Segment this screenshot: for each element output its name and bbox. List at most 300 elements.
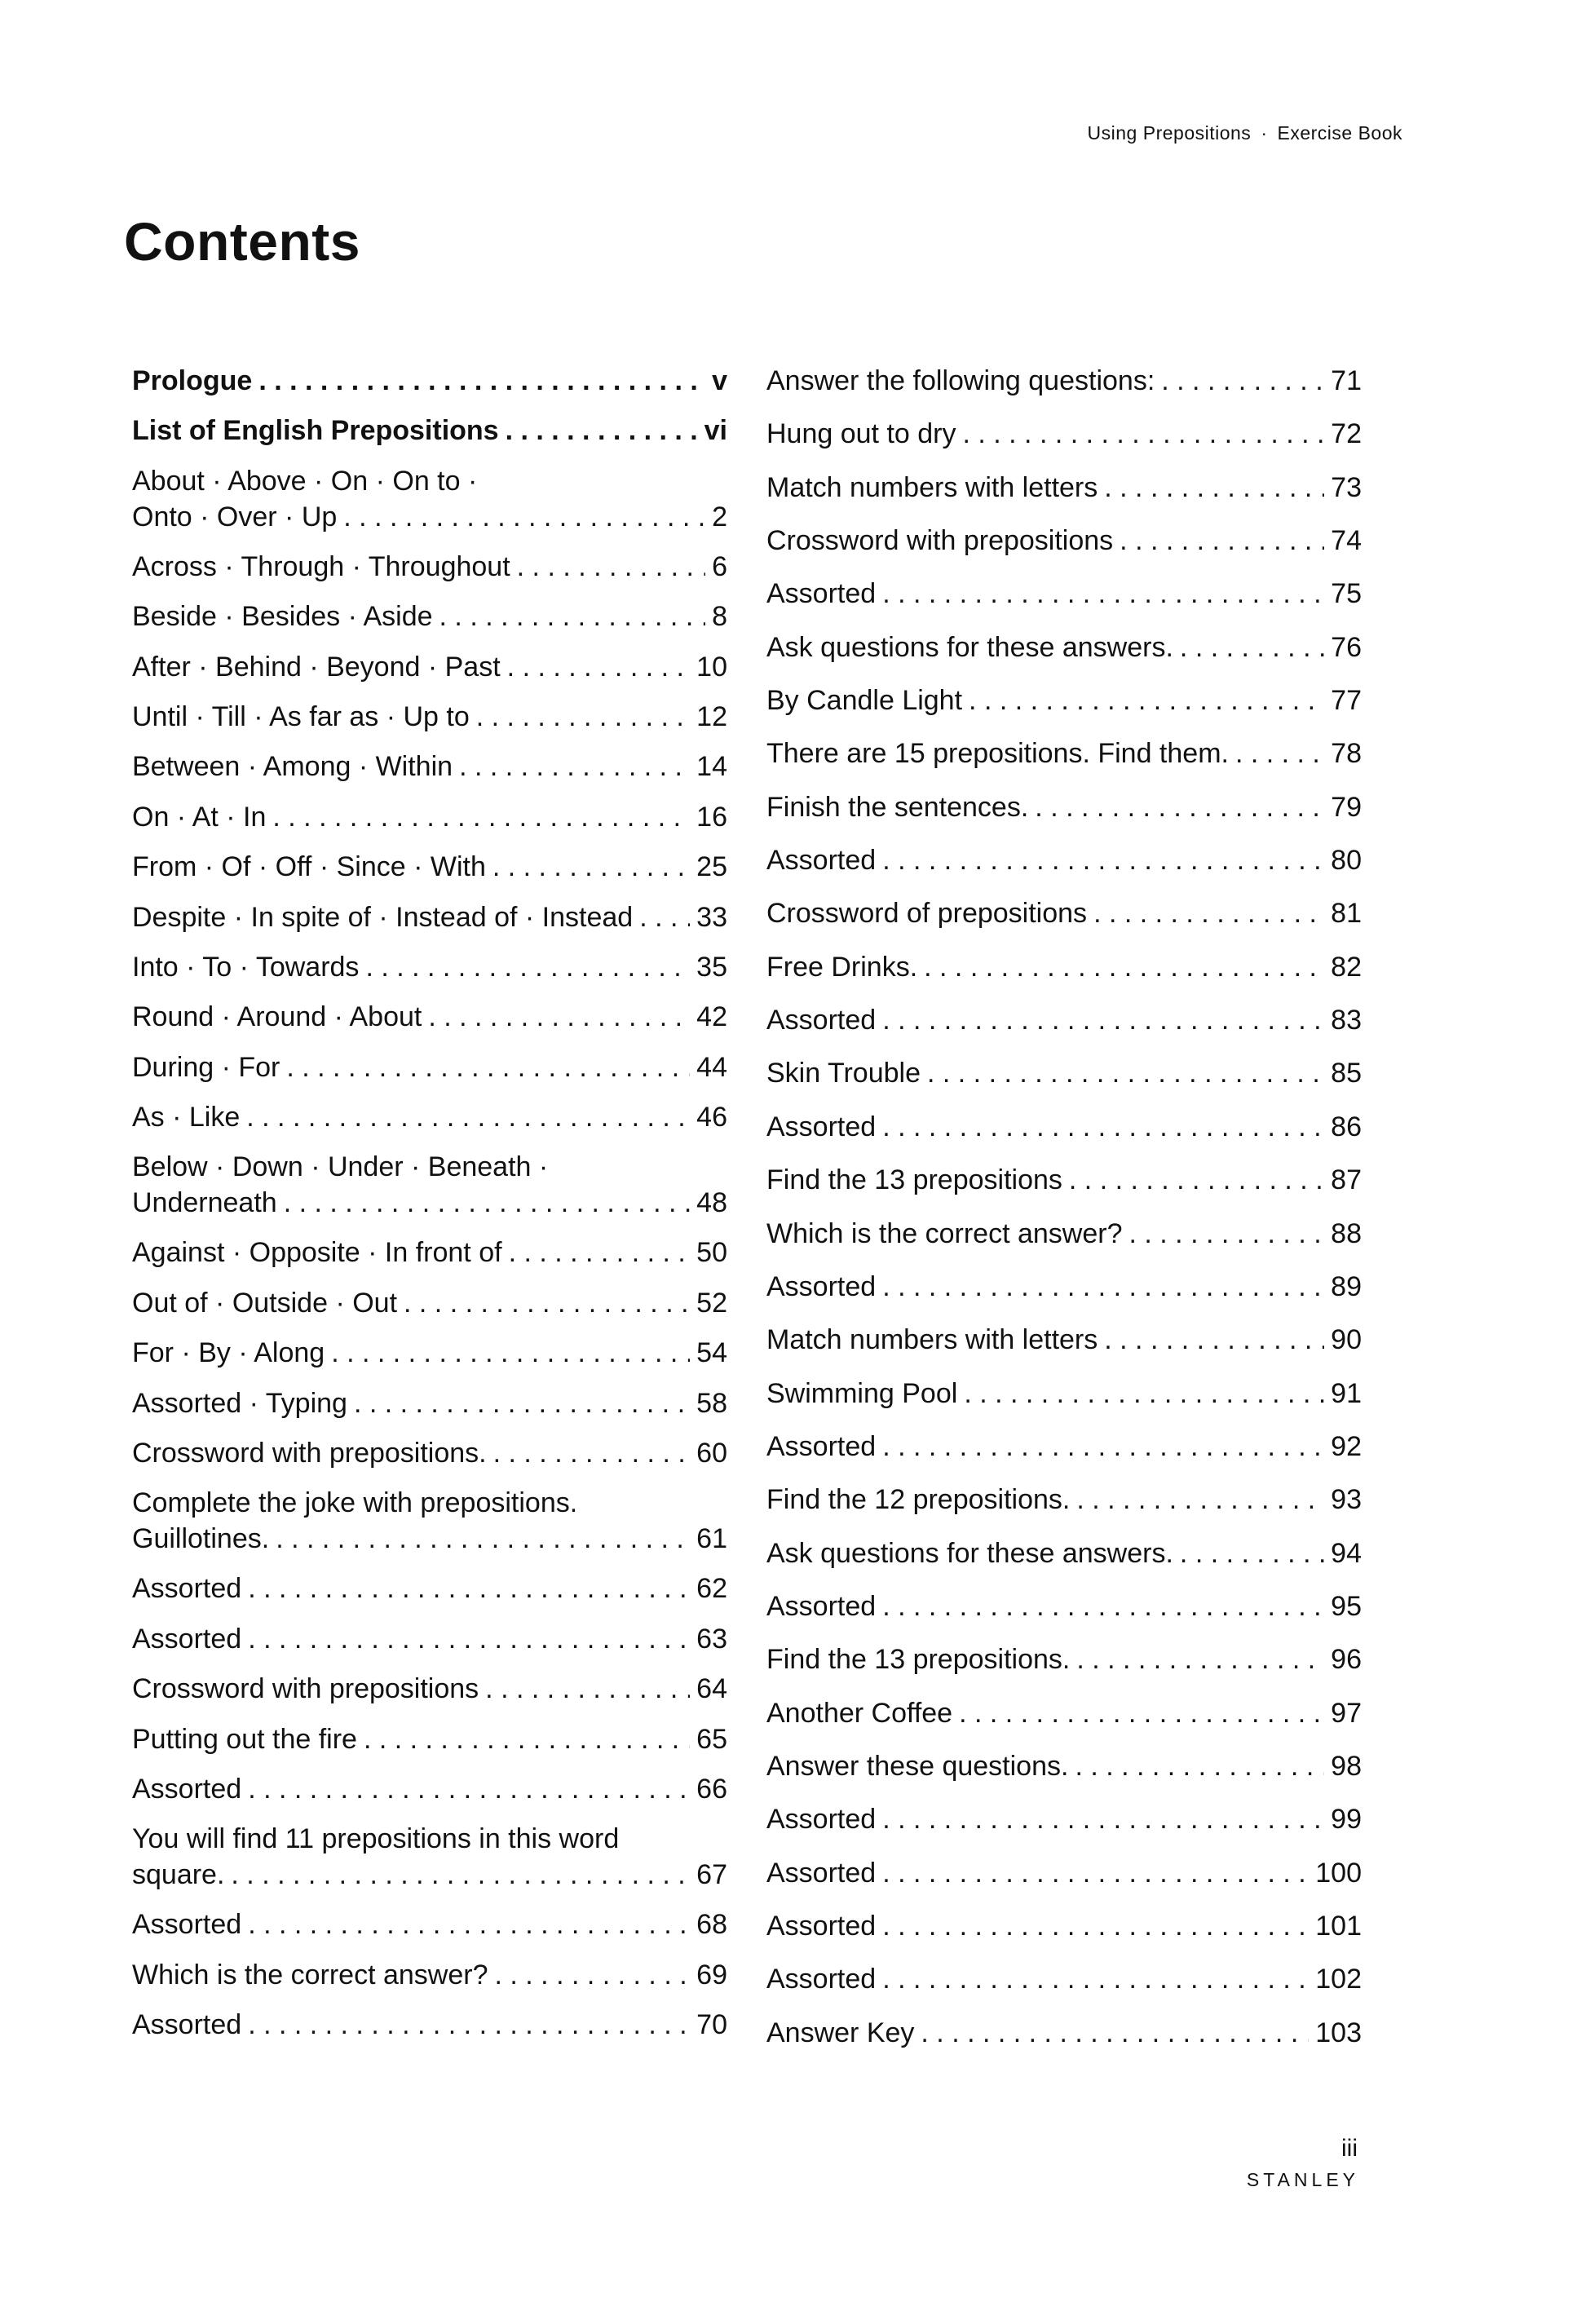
toc-entry-line [766, 1908, 1362, 1944]
toc-entry-line [766, 523, 1362, 559]
toc-entry-line [766, 1216, 1362, 1252]
toc-entry [132, 1771, 727, 1821]
toc-entry-page: 35 [696, 951, 727, 983]
toc-entry-title: Assorted [766, 1005, 877, 1036]
toc-entry-page: 65 [696, 1723, 727, 1755]
toc-entry [766, 1748, 1362, 1801]
publisher-name: STANLEY [1246, 2169, 1359, 2190]
toc-entry-page: 97 [1331, 1697, 1362, 1729]
toc-entry [766, 1908, 1362, 1961]
dot-leader [1076, 1641, 1324, 1677]
toc-entry-title: Finish the sentences. [766, 791, 1029, 823]
dot-leader [248, 2007, 690, 2043]
toc-entry-line [132, 1049, 727, 1085]
toc-right-column [766, 363, 1362, 2068]
toc-entry [132, 849, 727, 899]
dot-leader [882, 1961, 1309, 1997]
toc-entry-line [766, 363, 1362, 399]
toc-entry [132, 1099, 727, 1149]
toc-entry-page: 70 [696, 2009, 727, 2041]
toc-entry [766, 1801, 1362, 1854]
toc-entry-page: 16 [696, 801, 727, 833]
toc-entry-title: Assorted [766, 1270, 877, 1302]
toc-entry-title: Assorted [766, 1964, 877, 1995]
dot-leader [248, 1621, 690, 1657]
toc-entry-line [766, 895, 1362, 931]
toc-entry-title: Find the 12 prepositions. [766, 1484, 1071, 1516]
toc-entry-title: Out of · Outside · Out [132, 1287, 398, 1319]
toc-entry [132, 749, 727, 798]
dot-leader [882, 1429, 1324, 1465]
dot-leader [258, 363, 705, 399]
toc-entry-page: 72 [1331, 418, 1362, 450]
toc-entry-title: After · Behind · Beyond · Past [132, 651, 501, 683]
toc-entry-page: 2 [712, 501, 727, 532]
toc-entry-line [766, 1748, 1362, 1784]
toc-entry-line [132, 1435, 727, 1471]
toc-entry-title: Assorted [766, 845, 877, 877]
toc-entry-line [766, 842, 1362, 878]
toc-entry [766, 470, 1362, 523]
toc-entry-page: 42 [696, 1001, 727, 1033]
toc-entry [766, 1002, 1362, 1055]
header-book-title: Using Prepositions [1087, 122, 1252, 144]
toc-entry-title: Assorted [132, 1909, 242, 1941]
dot-leader [927, 1055, 1324, 1091]
toc-entry-page: 67 [696, 1859, 727, 1891]
toc-entry-title: Hung out to dry [766, 418, 956, 450]
toc-entry-line [132, 1906, 727, 1942]
toc-entry-line [766, 1376, 1362, 1412]
toc-entry-page: 54 [696, 1337, 727, 1369]
toc-entry [132, 1049, 727, 1099]
dot-leader [492, 849, 690, 885]
toc-left-column [132, 363, 727, 2057]
toc-entry-title: Beside · Besides · Aside [132, 601, 433, 633]
dot-leader [286, 1049, 690, 1085]
toc-entry-line [766, 789, 1362, 825]
dot-leader [924, 949, 1324, 985]
toc-entry-title: Onto · Over · Up [132, 501, 338, 532]
toc-entry [132, 1485, 727, 1571]
toc-entry-line [766, 1429, 1362, 1465]
toc-entry-page: 92 [1331, 1430, 1362, 1462]
dot-leader [476, 699, 690, 735]
dot-leader [1075, 1748, 1324, 1784]
toc-entry-page: vi [704, 415, 727, 447]
dot-leader [506, 413, 698, 448]
dot-leader [459, 749, 690, 784]
toc-entry [766, 2015, 1362, 2068]
toc-entry-title: On · At · In [132, 801, 267, 833]
toc-entry-page: 83 [1331, 1005, 1362, 1036]
dot-leader [354, 1385, 690, 1421]
toc-entry-title: Answer these questions. [766, 1750, 1069, 1782]
toc-entry-line [766, 630, 1362, 665]
toc-entry-page: 52 [696, 1287, 727, 1319]
toc-entry-line [766, 949, 1362, 985]
toc-entry-line [132, 799, 727, 835]
toc-entry-page: 78 [1331, 738, 1362, 770]
dot-leader [882, 1908, 1309, 1944]
toc-entry [132, 363, 727, 413]
toc-entry-title: Assorted [766, 1111, 877, 1142]
toc-entry [766, 1216, 1362, 1269]
toc-entry-title: Crossword with prepositions. [132, 1438, 487, 1469]
toc-entry-title: Assorted [766, 578, 877, 610]
dot-leader [493, 1435, 691, 1471]
dot-leader [882, 1801, 1324, 1837]
toc-entry-title: As · Like [132, 1102, 241, 1133]
toc-entry-page: 77 [1331, 685, 1362, 717]
dot-leader [365, 949, 690, 985]
toc-entry-page: 76 [1331, 631, 1362, 663]
toc-entry [132, 1721, 727, 1771]
dot-leader [962, 416, 1324, 452]
dot-leader [439, 599, 706, 634]
toc-entry [132, 1149, 727, 1235]
toc-entry [766, 1855, 1362, 1908]
toc-entry-line [766, 576, 1362, 612]
dot-leader [882, 1002, 1324, 1038]
toc-entry-page: 44 [696, 1051, 727, 1083]
toc-entry-title: Find the 13 prepositions. [766, 1644, 1071, 1676]
toc-entry-page: 94 [1331, 1537, 1362, 1569]
toc-entry-page: 98 [1331, 1750, 1362, 1782]
toc-entry-title: Free Drinks. [766, 951, 918, 983]
toc-entry-page: 66 [696, 1773, 727, 1805]
toc-entry-page: 95 [1331, 1590, 1362, 1622]
toc-entry-line [132, 999, 727, 1035]
dot-leader [969, 683, 1324, 718]
dot-leader [882, 1269, 1324, 1305]
toc-entry-line [766, 1109, 1362, 1145]
toc-entry [766, 1376, 1362, 1429]
toc-entry-title: Underneath [132, 1187, 277, 1219]
toc-entry [766, 1535, 1362, 1588]
toc-entry-page: 82 [1331, 951, 1362, 983]
toc-entry-page: 33 [696, 901, 727, 933]
toc-entry-title: Across · Through · Throughout [132, 550, 510, 582]
toc-entry [766, 1055, 1362, 1108]
toc-entry-line [766, 1002, 1362, 1038]
toc-entry-title: Assorted [766, 1430, 877, 1462]
toc-entry [132, 949, 727, 999]
toc-entry-title: Assorted [766, 1910, 877, 1942]
toc-entry [766, 1641, 1362, 1694]
running-header [1088, 122, 1402, 144]
dot-leader [639, 899, 690, 935]
toc-entry-line [132, 849, 727, 885]
toc-entry-page: 80 [1331, 845, 1362, 877]
dot-leader [276, 1521, 690, 1557]
toc-entry-page: 73 [1331, 471, 1362, 503]
page-number: iii [1341, 2135, 1358, 2162]
toc-entry-line [132, 363, 727, 399]
toc-entry-line [132, 1771, 727, 1807]
toc-entry [766, 576, 1362, 629]
toc-entry-title-line: You will find 11 prepositions in this word [132, 1823, 620, 1855]
toc-entry [132, 899, 727, 949]
toc-entry [766, 1429, 1362, 1482]
toc-entry-line [132, 1571, 727, 1606]
toc-entry [132, 1435, 727, 1485]
toc-entry-line [132, 499, 727, 535]
toc-entry-page: 87 [1331, 1164, 1362, 1196]
dot-leader [485, 1671, 690, 1707]
toc-entry-page: 102 [1315, 1964, 1362, 1995]
dot-leader [517, 549, 705, 585]
toc-entry-line [766, 1322, 1362, 1358]
toc-entry-line [766, 1535, 1362, 1571]
toc-entry-line [132, 1957, 727, 1993]
toc-entry-page: 6 [712, 550, 727, 582]
dot-leader [1104, 470, 1324, 506]
toc-entry-line [132, 649, 727, 685]
dot-leader [882, 576, 1324, 612]
toc-entry [766, 1162, 1362, 1215]
toc-entry [132, 1957, 727, 2007]
toc-entry-line [132, 1385, 727, 1421]
toc-entry-page: 74 [1331, 525, 1362, 557]
toc-entry-page: 85 [1331, 1058, 1362, 1089]
toc-entry [132, 2007, 727, 2057]
toc-entry [766, 683, 1362, 736]
toc-entry-title-line: About · Above · On · On to · [132, 465, 478, 497]
toc-entry [132, 1235, 727, 1284]
dot-leader [959, 1695, 1324, 1731]
toc-entry-line [766, 470, 1362, 506]
toc-entry-title: Between · Among · Within [132, 751, 453, 783]
dot-leader [1035, 789, 1324, 825]
toc-entry [766, 895, 1362, 948]
toc-entry-line [132, 1621, 727, 1657]
dot-leader [509, 1235, 691, 1270]
dot-leader [404, 1285, 690, 1321]
dot-leader [1180, 630, 1324, 665]
toc-entry [132, 549, 727, 599]
toc-entry-title: Assorted [766, 1590, 877, 1622]
toc-entry-line [132, 1285, 727, 1321]
dot-leader [1161, 363, 1324, 399]
page-title: Contents [124, 211, 360, 272]
dot-leader [882, 1109, 1324, 1145]
toc-entry-title: Assorted [766, 1857, 877, 1889]
toc-entry-title-line: Complete the joke with prepositions. [132, 1487, 578, 1519]
toc-entry-line [766, 1961, 1362, 1997]
toc-entry-title: Crossword with prepositions [132, 1673, 479, 1705]
toc-entry-title: Assorted [132, 1573, 242, 1605]
dot-leader [495, 1957, 691, 1993]
toc-entry-title: Crossword with prepositions [766, 525, 1114, 557]
toc-entry-page: 25 [696, 851, 727, 883]
toc-entry [132, 799, 727, 849]
toc-entry [766, 416, 1362, 469]
toc-entry-line [132, 599, 727, 634]
toc-entry-page: 14 [696, 751, 727, 783]
toc-entry-title: Ask questions for these answers. [766, 631, 1173, 663]
dot-leader [364, 1721, 690, 1757]
toc-entry-line [132, 1857, 727, 1893]
toc-entry [132, 463, 727, 549]
dot-leader [331, 1335, 690, 1371]
toc-entry [132, 1821, 727, 1906]
toc-entry [132, 999, 727, 1049]
toc-entry-page: v [712, 365, 727, 396]
header-subtitle: Exercise Book [1277, 122, 1402, 144]
toc-entry-title: There are 15 prepositions. Find them. [766, 738, 1229, 770]
toc-entry [766, 842, 1362, 895]
toc-entry-page: 103 [1315, 2017, 1362, 2048]
toc-entry-page: 63 [696, 1623, 727, 1655]
toc-entry-title: Round · Around · About [132, 1001, 422, 1033]
toc-entry-page: 101 [1315, 1910, 1362, 1942]
dot-leader [248, 1771, 690, 1807]
toc-entry-line [766, 1641, 1362, 1677]
toc-entry-page: 91 [1331, 1377, 1362, 1409]
toc-entry-page: 68 [696, 1909, 727, 1941]
toc-entry [766, 1109, 1362, 1162]
toc-entry-title: For · By · Along [132, 1337, 325, 1369]
toc-entry-title: Skin Trouble [766, 1058, 921, 1089]
toc-entry [132, 1671, 727, 1721]
toc-entry [132, 1385, 727, 1435]
toc-entry-line [766, 1162, 1362, 1198]
toc-entry-line [766, 1588, 1362, 1624]
toc-entry-line [132, 899, 727, 935]
dot-leader [882, 842, 1324, 878]
toc-entry-title: Answer the following questions: [766, 365, 1155, 396]
dot-leader [882, 1855, 1309, 1891]
toc-entry [132, 1285, 727, 1335]
dot-leader [921, 2015, 1309, 2051]
dot-leader [248, 1571, 690, 1606]
toc-entry-page: 79 [1331, 791, 1362, 823]
toc-entry-title: Until · Till · As far as · Up to [132, 700, 470, 732]
toc-entry-title: Into · To · Towards [132, 951, 360, 983]
toc-entry-page: 71 [1331, 365, 1362, 396]
toc-entry-title: Find the 13 prepositions [766, 1164, 1062, 1196]
toc-entry [132, 649, 727, 699]
toc-entry-title: Prologue [132, 365, 253, 396]
toc-entry-title: Which is the correct answer? [132, 1959, 488, 1990]
toc-entry-page: 100 [1315, 1857, 1362, 1889]
dot-leader [964, 1376, 1324, 1412]
toc-entry-line [766, 416, 1362, 452]
toc-entry [766, 523, 1362, 576]
toc-entry-title-line: Below · Down · Under · Beneath · [132, 1151, 549, 1183]
toc-entry-page: 58 [696, 1387, 727, 1419]
toc-entry-title: From · Of · Off · Since · With [132, 851, 486, 883]
toc-entry-page: 89 [1331, 1270, 1362, 1302]
toc-entry-line [132, 949, 727, 985]
toc-entry [132, 1335, 727, 1385]
toc-entry [766, 1588, 1362, 1641]
toc-entry [132, 699, 727, 749]
toc-entry [132, 599, 727, 648]
dot-leader [231, 1857, 690, 1893]
toc-entry-title: Which is the correct answer? [766, 1217, 1123, 1249]
toc-entry-title: Putting out the fire [132, 1723, 357, 1755]
toc-entry-title: Assorted · Typing [132, 1387, 347, 1419]
toc-entry [766, 1322, 1362, 1375]
toc-entry-page: 50 [696, 1237, 727, 1269]
toc-entry-page: 93 [1331, 1484, 1362, 1516]
dot-leader [1069, 1162, 1324, 1198]
toc-entry [766, 949, 1362, 1002]
dot-leader [428, 999, 690, 1035]
dot-leader [1076, 1482, 1324, 1518]
dot-leader [284, 1185, 690, 1221]
toc-entry-page: 62 [696, 1573, 727, 1605]
toc-entry [766, 736, 1362, 789]
toc-entry-title: Crossword of prepositions [766, 898, 1088, 930]
toc-entry-line [132, 749, 727, 784]
toc-entry-title: List of English Prepositions [132, 415, 499, 447]
toc-entry [132, 1571, 727, 1620]
toc-entry-page: 69 [696, 1959, 727, 1990]
toc-entry-title: During · For [132, 1051, 280, 1083]
toc-entry-line [766, 683, 1362, 718]
toc-entry-line [132, 2007, 727, 2043]
toc-entry-line [132, 549, 727, 585]
toc-entry [132, 413, 727, 462]
toc-entry-line [132, 699, 727, 735]
toc-entry-page: 60 [696, 1438, 727, 1469]
toc-entry-page: 10 [696, 651, 727, 683]
dot-leader [343, 499, 705, 535]
toc-entry-line [132, 1335, 727, 1371]
toc-entry-page: 90 [1331, 1324, 1362, 1356]
toc-entry [132, 1906, 727, 1956]
toc-entry [766, 789, 1362, 842]
toc-entry-line [766, 1482, 1362, 1518]
toc-entry-page: 8 [712, 601, 727, 633]
dot-leader [882, 1588, 1324, 1624]
toc-entry-line [132, 1721, 727, 1757]
toc-entry-title: Despite · In spite of · Instead of · Instead [132, 901, 634, 933]
dot-leader [1120, 523, 1324, 559]
toc-entry-line [766, 1269, 1362, 1305]
dot-leader [1093, 895, 1324, 931]
toc-entry-line [132, 1671, 727, 1707]
header-separator: · [1261, 122, 1268, 144]
dot-leader [272, 799, 690, 835]
toc-entry-title: Match numbers with letters [766, 1324, 1098, 1356]
dot-leader [1180, 1535, 1324, 1571]
toc-entry-line [132, 1185, 727, 1221]
toc-entry-line [132, 1521, 727, 1557]
dot-leader [1129, 1216, 1325, 1252]
toc-entry-line [766, 1055, 1362, 1091]
toc-entry-page: 61 [696, 1523, 727, 1555]
toc-entry-title: Assorted [766, 1804, 877, 1836]
toc-entry-title: Assorted [132, 1623, 242, 1655]
toc-entry-title: Answer Key [766, 2017, 915, 2048]
toc-entry-title: Assorted [132, 2009, 242, 2041]
toc-entry-page: 48 [696, 1187, 727, 1219]
toc-entry-page: 99 [1331, 1804, 1362, 1836]
toc-entry-line [766, 1801, 1362, 1837]
toc-entry-line [132, 413, 727, 448]
toc-entry [132, 1621, 727, 1671]
toc-entry-page: 81 [1331, 898, 1362, 930]
toc-entry-title: Another Coffee [766, 1697, 953, 1729]
toc-entry-page: 96 [1331, 1644, 1362, 1676]
dot-leader [246, 1099, 690, 1135]
dot-leader [1235, 736, 1324, 771]
toc-entry-page: 12 [696, 700, 727, 732]
